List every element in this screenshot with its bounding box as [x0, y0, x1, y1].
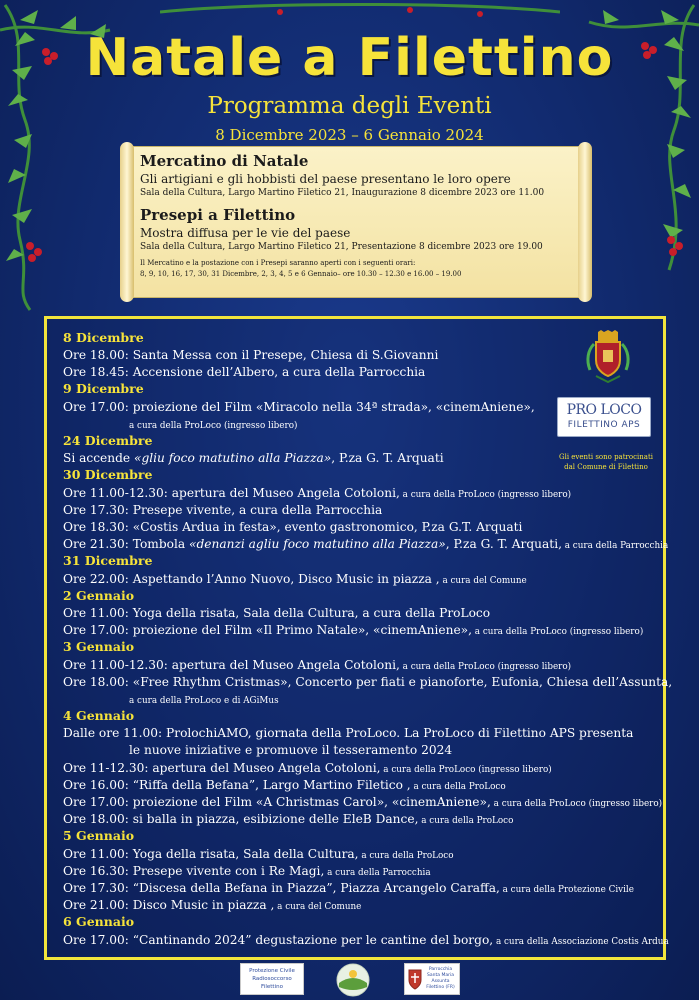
organizer-note: a cura della ProLoco (ingresso libero) [380, 765, 552, 775]
event-line: Ore 11.00: Yoga della risata, Sala della Cultura, a cura della ProLoco [63, 606, 491, 620]
event-line: Ore 18.30: «Costis Ardua in festa», evento gastronomico, P.za G.T. Arquati [63, 520, 523, 534]
event-text: Ore 17.30: “Discesa della Befana in Piazza”, Piazza Arcangelo Caraffa, [63, 881, 500, 895]
scroll-panel [128, 146, 584, 298]
event-text: Ore 16.00: “Riffa della Befana”, Largo Martino Filetico , [63, 778, 411, 792]
event-line [63, 760, 552, 778]
event-line [63, 536, 668, 554]
event-line [63, 485, 571, 503]
organizer-note: a cura della ProLoco (ingresso libero) [129, 421, 298, 431]
page-title: Natale a Filettino [85, 28, 614, 88]
event-text: Ore 11.00-12.30: apertura del Museo Angela Cotoloni, [63, 486, 400, 500]
organizer-note: a cura della Parrocchia [324, 868, 431, 878]
day-heading: 9 Dicembre [63, 381, 144, 396]
event-text: Ore 17.00: proiezione del Film «Il Primo Natale», «cinemAniene», [63, 623, 473, 637]
event-text: Ore 11.00: Yoga della risata, Sala della Cultura, [63, 847, 359, 861]
civil-protection-logo-text: Protezione Civile Radiosoccorso Filettino [249, 968, 295, 990]
day-heading: 3 Gennaio [63, 639, 135, 654]
day-heading: 24 Dicembre [63, 433, 153, 448]
organizer-note: a cura della Associazione Costis Ardua [493, 937, 669, 947]
event-text-italic: «denanzi agliu foco matutino alla Piazza» [189, 537, 446, 551]
day-heading: 4 Gennaio [63, 708, 135, 723]
event-line [63, 846, 454, 864]
event-line: Ore 18.00: Santa Messa con il Presepe, Chiesa di S.Giovanni [63, 348, 439, 362]
organizer-note: a cura della ProLoco (ingresso libero) [399, 490, 572, 500]
event-text: Ore 21.00: Disco Music in piazza , [63, 898, 275, 912]
parish-logo [404, 963, 460, 995]
opening-hours-dates: 8, 9, 10, 16, 17, 30, 31 Dicembre, 2, 3, 4, 5 e 6 Gennaio– ore 10.30 – 12.30 e 16.00 – 19.00 [140, 270, 462, 278]
event-line [63, 794, 662, 812]
event-line [63, 450, 444, 466]
event-line [63, 897, 361, 915]
event-text: Ore 17.00: “Cantinando 2024” degustazione per le cantine del borgo, [63, 933, 494, 947]
event-line: Ore 18.00: «Free Rhythm Cristmas», Concerto per fiati e pianoforte, Eufonia, Chiesa dell’Assunta, [63, 675, 673, 689]
event-line [63, 863, 431, 881]
organizer-note: a cura della ProLoco [410, 782, 506, 792]
organizer-note: a cura della ProLoco [418, 816, 514, 826]
event-line [63, 622, 643, 640]
organizer-note: a cura della ProLoco (ingresso libero) [399, 662, 572, 672]
event-text: Ore 17.00: proiezione del Film «A Christmas Carol», «cinemAniene», [63, 795, 491, 809]
day-heading: 5 Gennaio [63, 828, 135, 843]
event-line [63, 932, 669, 950]
event-text: Ore 22.00: Aspettando l’Anno Nuovo, Disco Music in piazza , [63, 572, 440, 586]
event-line [63, 880, 634, 898]
organizer-note: a cura della ProLoco [358, 851, 454, 861]
event-line [63, 657, 571, 675]
proloco-logo [557, 397, 651, 437]
event-line-cont [129, 416, 297, 434]
event-text: Ore 18.00: si balla in piazza, esibizione delle EleB Dance, [63, 812, 419, 826]
event-text-italic: «gliu foco matutino alla Piazza» [134, 451, 332, 465]
presepi-title: Presepi a Filettino [140, 206, 296, 224]
day-heading: 31 Dicembre [63, 553, 153, 568]
scroll-roll-right [578, 142, 592, 302]
event-line-cont [129, 691, 279, 709]
organizer-note: a cura della ProLoco e di AGiMus [129, 696, 279, 706]
presepi-info: Sala della Cultura, Largo Martino Filetico 21, Presentazione 8 dicembre 2023 ore 19.00 [140, 242, 543, 252]
event-line: Dalle ore 11.00: ProlochiAMO, giornata della ProLoco. La ProLoco di Filettino APS presenta [63, 726, 634, 740]
proloco-logo-subtitle: FILETTINO APS [567, 420, 641, 430]
proloco-logo-title: PRO LOCO [566, 402, 642, 418]
page-subtitle: Programma degli Eventi [207, 93, 492, 119]
event-text: Ore 11.00-12.30: apertura del Museo Angela Cotoloni, [63, 658, 400, 672]
patronage-note-line: dal Comune di Filettino [564, 463, 648, 471]
mercatino-title: Mercatino di Natale [140, 152, 309, 170]
presepi-description: Mostra diffusa per le vie del paese [140, 226, 351, 240]
parish-emblem-icon [408, 968, 422, 990]
municipal-coat-of-arms-icon [584, 330, 632, 386]
civil-protection-logo [240, 963, 304, 995]
organizer-note: a cura della ProLoco (ingresso libero) [472, 627, 644, 637]
event-text: Ore 11-12.30: apertura del Museo Angela Cotoloni, [63, 761, 381, 775]
day-heading: 6 Gennaio [63, 914, 135, 929]
organizer-note: a cura del Comune [439, 576, 527, 586]
day-heading: 8 Dicembre [63, 330, 144, 345]
event-line: Ore 17.30: Presepe vivente, a cura della Parrocchia [63, 503, 383, 517]
organizer-note: a cura del Comune [274, 902, 362, 912]
event-line: Ore 17.00: proiezione del Film «Miracolo nella 34ª strada», «cinemAniene», [63, 400, 535, 414]
event-text: Si accende [63, 451, 134, 465]
day-heading: 2 Gennaio [63, 588, 135, 603]
parish-logo-text: Parrocchia Santa Maria Assunta Filettino (FR) [426, 967, 455, 990]
event-text: , P.za G. T. Arquati, [445, 537, 562, 551]
organizer-note: a cura della Protezione Civile [499, 885, 634, 895]
organizer-note: a cura della Parrocchia [561, 541, 669, 551]
opening-hours-note: Il Mercatino e la postazione con i Presepi saranno aperti con i seguenti orari: [140, 259, 416, 267]
day-heading: 30 Dicembre [63, 467, 153, 482]
event-date-range: 8 Dicembre 2023 – 6 Gennaio 2024 [215, 126, 484, 144]
event-text: Ore 21.30: Tombola [63, 537, 190, 551]
event-line [63, 811, 513, 829]
mercatino-description: Gli artigiani e gli hobbisti del paese presentano le loro opere [140, 172, 511, 186]
event-text: Ore 16.30: Presepe vivente con i Re Magi, [63, 864, 325, 878]
event-line-cont: le nuove iniziative e promuove il tesseramento 2024 [129, 743, 453, 757]
patronage-note-line: Gli eventi sono patrocinati [559, 453, 653, 461]
organizer-note: a cura della ProLoco (ingresso libero) [490, 799, 663, 809]
mercatino-info: Sala della Cultura, Largo Martino Filetico 21, Inaugurazione 8 dicembre 2023 ore 11.00 [140, 188, 545, 198]
association-round-logo-icon [336, 963, 370, 997]
event-line [63, 777, 506, 795]
event-line [63, 571, 527, 589]
event-text: , P.za G. T. Arquati [331, 451, 444, 465]
scroll-roll-left [120, 142, 134, 302]
event-line: Ore 18.45: Accensione dell’Albero, a cura della Parrocchia [63, 365, 426, 379]
patronage-note [556, 452, 656, 472]
